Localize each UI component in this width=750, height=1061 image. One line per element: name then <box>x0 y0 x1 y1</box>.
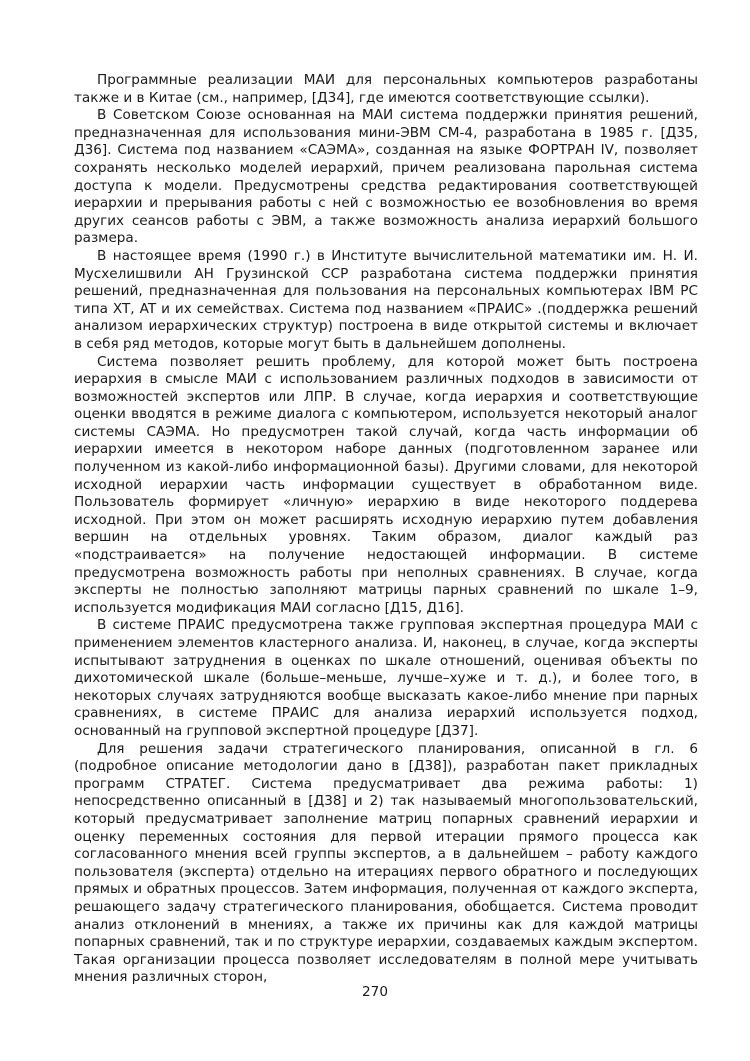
paragraph-6: Для решения задачи стратегического планирования, описанной в гл. 6 (подробное описание методологии дано в [Д38]), разработан пакет прикладных программ СТРАТЕГ. Система предусматривает два режима работы: 1) непосредственно описанный в [Д38] и 2) так называемый многопользовательский, который предусматривает заполнение матриц попарных сравнений иерархии и оценку переменных состояния для первой итерации прямого процесса как согласованного мнения всей группы экспертов, а в дальнейшем – работу каждого пользователя (эксперта) отдельно на итерациях первого обратного и последующих прямых и обратных процессов. Затем информация, полученная от каждого эксперта, решающего задачу стратегического планирования, обобщается. Система проводит анализ отклонений в мнениях, а также их причины как для каждой матрицы попарных сравнений, так и по структуре иерархии, создаваемых каждым экспертом. Такая организации процесса позволяет исследователям в полной мере учитывать мнения различных сторон, <box>74 740 698 986</box>
page-body <box>74 72 698 987</box>
paragraph-3: В настоящее время (1990 г.) в Институте вычислительной математики им. Н. И. Мусхелишвили АН Грузинской ССР разработана система поддержки принятия решений, предназначенная для пользования на персональных компьютерах IBM PC типа XT, AT и их семействах. Система под названием «ПРАИС» .(поддержка решений анализом иерархических структур) построена в виде открытой системы и включает в себя ряд методов, которые могут быть в дальнейшем дополнены. <box>74 247 698 352</box>
paragraph-1: Программные реализации МАИ для персональных компьютеров разработаны также и в Китае (см., например, [Д34], где имеются соответствующие ссылки). <box>74 72 698 106</box>
paragraph-5: В системе ПРАИС предусмотрена также групповая экспертная процедура МАИ с применением элементов кластерного анализа. И, наконец, в случае, когда эксперты испытывают затруднения в оценках по шкале отношений, оценивая объекты по дихотомической шкале (больше–меньше, лучше–хуже и т. д.), и более того, в некоторых случаях затрудняются вообще высказать какое-либо мнение при парных сравнениях, в системе ПРАИС для анализа иерархий используется подход, основанный на групповой экспертной процедуре [Д37]. <box>74 617 698 739</box>
paragraph-2: В Советском Союзе основанная на МАИ система поддержки принятия решений, предназначенная для использования мини-ЭВМ СМ-4, разработана в 1985 г. [Д35, Д36]. Система под названием «САЭМА», созданная на языке ФОРТРАН IV, позволяет сохранять несколько моделей иерархий, причем реализована парольная система доступа к модели. Предусмотрены средства редактирования соответствующей иерархии и прерывания работы с ней с возможностью ее возобновления во время других сеансов работы с ЭВМ, а также возможность анализа иерархий большого размера. <box>74 107 698 247</box>
page-number: 270 <box>362 984 388 1000</box>
paragraph-4: Система позволяет решить проблему, для которой может быть построена иерархия в смысле МАИ с использованием различных подходов в зависимости от возможностей экспертов или ЛПР. В случае, когда иерархия и соответствующие оценки вводятся в режиме диалога с компьютером, используется некоторый аналог системы САЭМА. Но предусмотрен такой случай, когда часть информации об иерархии имеется в некотором наборе данных (подготовленном заранее или полученном из какой-либо информационной базы). Другими словами, для некоторой исходной иерархии часть информации существует в обработанном виде. Пользователь формирует «личную» иерархию в виде некоторого поддерева исходной. При этом он может расширять исходную иерархию путем добавления вершин на отдельных уровнях. Таким образом, диалог каждый раз «подстраивается» на получение недостающей информации. В системе предусмотрена возможность работы при неполных сравнениях. В случае, когда эксперты не полностью заполняют матрицы парных сравнений по шкале 1–9, используется модификация МАИ согласно [Д15, Д16]. <box>74 353 698 616</box>
